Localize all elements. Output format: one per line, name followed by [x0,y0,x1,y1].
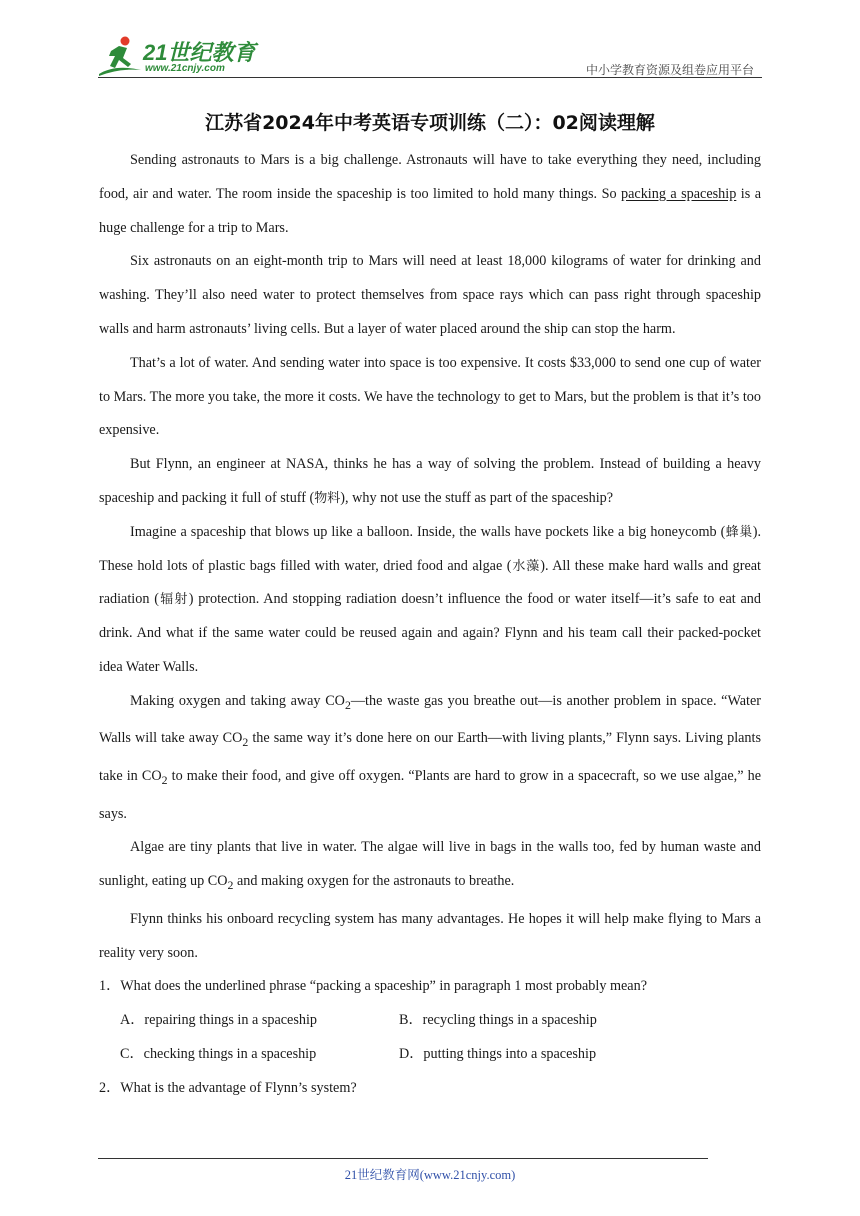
paragraph-6-text-c: the same way it’s done here on our Earth—with living plants,” Flynn says. Living plants take in CO [99,730,761,784]
option-b[interactable]: B．recycling things in a spaceship [399,1012,597,1029]
paragraph-6-text-d: to make their food, and give off oxygen. “Plants are hard to grow in a spacecraft, so we use algae,” he says. [99,768,761,822]
header-divider [98,77,762,78]
runner-logo-icon [95,34,145,78]
reading-passage [99,144,761,1106]
option-a[interactable]: A．repairing things in a spaceship [120,1012,318,1029]
gloss-algae: 水藻 [511,558,541,574]
paragraph-5-text: Imagine a spaceship that blows up like a balloon. Inside, the walls have pockets like a big honeycomb ( [130,523,726,540]
paragraph-5-text-b: ). These hold lots of plastic bags filled with water, dried food and algae ( [99,523,761,574]
question-2: 2．What is the advantage of Flynn’s system? [99,1079,357,1096]
logo-url: www.21cnjy.com [145,63,225,74]
site-logo[interactable] [95,34,265,78]
paragraph-1-text: Sending astronauts to Mars is a big challenge. Astronauts will have to take everything they need, including food, air and water. The room inside the spaceship is too limited to hold many things. So [99,152,761,202]
paragraph-4 [99,448,761,516]
paragraph-2: Six astronauts on an eight-month trip to Mars will need at least 18,000 kilograms of water for drinking and washing. They’ll also need water to protect themselves from space rays which can pass right through spaceship walls and harm astronauts’ living cells. But a layer of water placed around the ship can stop the harm. [99,253,761,337]
paragraph-5-text-d: ) protection. And stopping radiation doesn’t influence the food or water itself—it’s safe to eat and drink. And what if the same water could be reused again and again? Flynn and his team call their packed-pocket idea Water Walls. [99,591,761,675]
paragraph-1-text-end: is a huge challenge for a trip to Mars. [99,185,761,236]
paragraph-5 [99,516,761,685]
page-header [0,0,860,80]
paragraph-4-text-end: ), why not use the stuff as part of the spaceship? [340,489,614,506]
option-d[interactable]: D．putting things into a spaceship [399,1046,597,1063]
paragraph-6 [99,685,761,832]
question-1-options-row-2 [99,1038,761,1072]
gloss-honeycomb: 蜂巢 [725,524,753,540]
footer-link[interactable]: 21世纪教育网(www.21cnjy.com) [344,1168,516,1182]
subscript: 2 [227,878,234,893]
underlined-phrase: packing a spaceship [621,185,737,202]
paragraph-4-text: But Flynn, an engineer at NASA, thinks he has a way of solving the problem. Instead of building a heavy spaceship and packing it full of stuff ( [99,456,761,506]
paragraph-7 [99,831,761,902]
paragraph-6-text-b: —the waste gas you breathe out—is another problem in space. “Water Walls will take away CO [99,692,761,747]
subscript: 2 [242,735,249,750]
paragraph-6-text: Making oxygen and taking away CO [130,692,345,709]
paragraph-1 [99,144,761,245]
question-1: 1．What does the underlined phrase “packing a spaceship” in paragraph 1 most probably mean? [99,978,647,995]
paragraph-8: Flynn thinks his onboard recycling system has many advantages. He hopes it will help make flying to Mars a reality very soon. [99,910,761,961]
subscript: 2 [344,697,351,712]
paragraph-5-text-c: ). All these make hard walls and great radiation ( [99,557,761,608]
document-title: 江苏省2024年中考英语专项训练（二）：02阅读理解 [205,112,655,134]
gloss-stuff: 物料 [314,490,341,506]
paragraph-7-text: Algae are tiny plants that live in water. The algae will live in bags in the walls too, fed by human waste and sunlight, eating up CO [99,839,761,890]
logo-text: 21世纪教育 [143,40,256,65]
footer-divider [98,1158,708,1159]
platform-name: 中小学教育资源及组卷应用平台 [585,63,754,77]
gloss-radiation: 辐射 [158,592,189,608]
subscript: 2 [161,772,168,787]
question-1-options-row-1 [99,1004,761,1038]
option-c[interactable]: C．checking things in a spaceship [120,1046,317,1063]
paragraph-3: That’s a lot of water. And sending water into space is too expensive. It costs $33,000 to send one cup of water to Mars. The more you take, the more it costs. We have the technology to get to Mars, but the problem is that it’s too expensive. [99,354,761,439]
paragraph-7-text-b: and making oxygen for the astronauts to breathe. [233,873,515,890]
